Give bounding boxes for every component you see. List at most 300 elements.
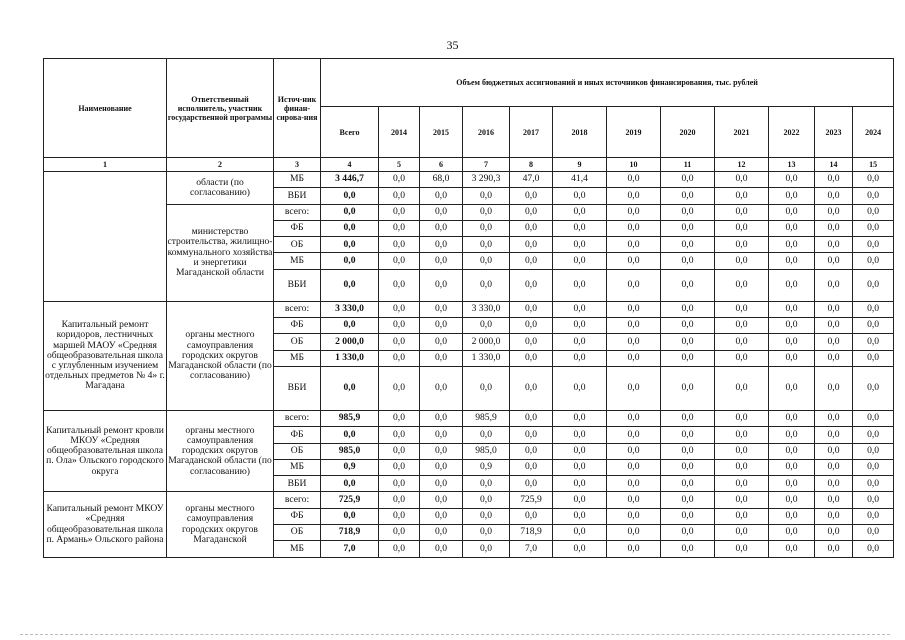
year-value: 0,0 xyxy=(607,301,661,317)
year-value: 0,0 xyxy=(420,269,463,301)
total-value: 0,0 xyxy=(321,366,379,410)
year-value: 0,0 xyxy=(715,237,769,253)
year-value: 41,4 xyxy=(553,172,607,188)
header-total: Всего xyxy=(321,107,379,158)
year-value: 0,0 xyxy=(510,253,553,269)
year-value: 0,0 xyxy=(420,492,463,508)
total-value: 0,0 xyxy=(321,188,379,204)
year-value: 0,0 xyxy=(463,541,510,557)
column-number: 9 xyxy=(553,158,607,172)
year-value: 0,0 xyxy=(853,525,894,541)
year-value: 0,0 xyxy=(815,253,853,269)
year-value: 0,0 xyxy=(853,366,894,410)
year-value: 0,0 xyxy=(607,541,661,557)
year-value: 0,0 xyxy=(379,172,420,188)
year-value: 0,0 xyxy=(510,237,553,253)
funding-source: ФБ xyxy=(274,427,321,443)
year-value: 0,0 xyxy=(510,188,553,204)
year-value: 0,0 xyxy=(815,204,853,220)
year-value: 985,0 xyxy=(463,443,510,459)
year-value: 0,0 xyxy=(379,476,420,492)
year-value: 0,0 xyxy=(769,204,815,220)
year-value: 0,0 xyxy=(553,237,607,253)
year-value: 0,0 xyxy=(661,443,715,459)
year-value: 0,0 xyxy=(661,459,715,475)
year-value: 0,0 xyxy=(661,269,715,301)
header-year: 2021 xyxy=(715,107,769,158)
year-value: 0,0 xyxy=(463,508,510,524)
year-value: 0,0 xyxy=(379,541,420,557)
year-value: 0,0 xyxy=(553,334,607,350)
funding-source: ОБ xyxy=(274,334,321,350)
column-number: 15 xyxy=(853,158,894,172)
column-number: 2 xyxy=(167,158,274,172)
year-value: 2 000,0 xyxy=(463,334,510,350)
year-value: 0,0 xyxy=(553,541,607,557)
year-value: 0,0 xyxy=(769,301,815,317)
header-year: 2014 xyxy=(379,107,420,158)
year-value: 0,0 xyxy=(715,318,769,334)
year-value: 0,0 xyxy=(853,427,894,443)
year-value: 0,0 xyxy=(815,350,853,366)
year-value: 0,0 xyxy=(715,427,769,443)
year-value: 0,0 xyxy=(715,443,769,459)
year-value: 0,0 xyxy=(607,334,661,350)
year-value: 0,0 xyxy=(510,366,553,410)
year-value: 0,0 xyxy=(463,269,510,301)
year-value: 0,0 xyxy=(815,318,853,334)
year-value: 0,0 xyxy=(661,427,715,443)
year-value: 0,0 xyxy=(607,350,661,366)
year-value: 0,0 xyxy=(769,459,815,475)
year-value: 0,0 xyxy=(463,204,510,220)
year-value: 0,0 xyxy=(553,301,607,317)
funding-source: всего: xyxy=(274,410,321,426)
year-value: 0,0 xyxy=(769,492,815,508)
page-edge xyxy=(20,634,890,637)
year-value: 0,0 xyxy=(769,334,815,350)
total-value: 985,0 xyxy=(321,443,379,459)
year-value: 0,0 xyxy=(607,366,661,410)
year-value: 0,0 xyxy=(607,188,661,204)
funding-source: ОБ xyxy=(274,443,321,459)
year-value: 0,0 xyxy=(715,410,769,426)
year-value: 0,0 xyxy=(463,366,510,410)
table-row xyxy=(44,204,894,220)
year-value: 0,0 xyxy=(420,366,463,410)
year-value: 0,0 xyxy=(463,476,510,492)
year-value: 0,0 xyxy=(379,334,420,350)
year-value: 0,0 xyxy=(420,301,463,317)
year-value: 0,9 xyxy=(463,459,510,475)
table-row xyxy=(44,492,894,508)
year-value: 0,0 xyxy=(379,253,420,269)
year-value: 0,0 xyxy=(607,508,661,524)
year-value: 1 330,0 xyxy=(463,350,510,366)
year-value: 0,0 xyxy=(715,541,769,557)
year-value: 0,0 xyxy=(815,508,853,524)
total-value: 3 446,7 xyxy=(321,172,379,188)
year-value: 0,0 xyxy=(607,253,661,269)
funding-source: всего: xyxy=(274,301,321,317)
funding-source: МБ xyxy=(274,172,321,188)
year-value: 0,0 xyxy=(510,318,553,334)
year-value: 0,0 xyxy=(420,459,463,475)
year-value: 725,9 xyxy=(510,492,553,508)
year-value: 0,0 xyxy=(510,334,553,350)
header-year: 2024 xyxy=(853,107,894,158)
year-value: 0,0 xyxy=(607,172,661,188)
year-value: 718,9 xyxy=(510,525,553,541)
year-value: 0,0 xyxy=(715,269,769,301)
year-value: 0,0 xyxy=(553,318,607,334)
year-value: 0,0 xyxy=(379,237,420,253)
year-value: 7,0 xyxy=(510,541,553,557)
year-value: 0,0 xyxy=(661,237,715,253)
year-value: 0,0 xyxy=(661,172,715,188)
year-value: 0,0 xyxy=(769,410,815,426)
year-value: 0,0 xyxy=(553,443,607,459)
table-row xyxy=(44,172,894,188)
column-number: 11 xyxy=(661,158,715,172)
header-executor: Ответственный исполнитель, участник государственной программы xyxy=(167,59,274,158)
year-value: 0,0 xyxy=(607,220,661,236)
year-value: 0,0 xyxy=(420,188,463,204)
total-value: 0,0 xyxy=(321,508,379,524)
year-value: 0,0 xyxy=(815,492,853,508)
year-value: 0,0 xyxy=(815,427,853,443)
funding-source: МБ xyxy=(274,350,321,366)
year-value: 0,0 xyxy=(853,476,894,492)
year-value: 0,0 xyxy=(379,350,420,366)
year-value: 0,0 xyxy=(607,318,661,334)
total-value: 7,0 xyxy=(321,541,379,557)
column-number-row xyxy=(44,158,894,172)
year-value: 0,0 xyxy=(769,350,815,366)
year-value: 0,0 xyxy=(715,204,769,220)
year-value: 0,0 xyxy=(853,508,894,524)
year-value: 0,0 xyxy=(510,443,553,459)
year-value: 0,0 xyxy=(815,269,853,301)
year-value: 0,0 xyxy=(379,220,420,236)
year-value: 0,0 xyxy=(815,459,853,475)
funding-source: ОБ xyxy=(274,237,321,253)
year-value: 0,0 xyxy=(661,334,715,350)
year-value: 0,0 xyxy=(463,237,510,253)
year-value: 0,0 xyxy=(607,476,661,492)
year-value: 0,0 xyxy=(510,350,553,366)
column-number: 13 xyxy=(769,158,815,172)
year-value: 0,0 xyxy=(769,237,815,253)
year-value: 0,0 xyxy=(661,525,715,541)
header-year: 2019 xyxy=(607,107,661,158)
year-value: 0,0 xyxy=(815,301,853,317)
year-value: 0,0 xyxy=(661,253,715,269)
year-value: 0,0 xyxy=(379,459,420,475)
year-value: 0,0 xyxy=(553,366,607,410)
year-value: 0,0 xyxy=(420,541,463,557)
year-value: 0,0 xyxy=(553,508,607,524)
year-value: 0,0 xyxy=(715,525,769,541)
total-value: 0,0 xyxy=(321,318,379,334)
funding-source: ВБИ xyxy=(274,188,321,204)
year-value: 0,0 xyxy=(853,541,894,557)
year-value: 0,0 xyxy=(853,318,894,334)
year-value: 0,0 xyxy=(553,410,607,426)
total-value: 725,9 xyxy=(321,492,379,508)
funding-source: ОБ xyxy=(274,525,321,541)
year-value: 0,0 xyxy=(853,204,894,220)
year-value: 0,0 xyxy=(853,172,894,188)
executor-cell: министерство строительства, жилищно-коммунального хозяйства и энергетики Магаданской области xyxy=(167,204,274,301)
year-value: 0,0 xyxy=(661,220,715,236)
column-number: 12 xyxy=(715,158,769,172)
total-value: 985,9 xyxy=(321,410,379,426)
year-value: 0,0 xyxy=(815,541,853,557)
year-value: 0,0 xyxy=(853,492,894,508)
year-value: 0,0 xyxy=(815,525,853,541)
year-value: 0,0 xyxy=(510,427,553,443)
column-number: 4 xyxy=(321,158,379,172)
year-value: 0,0 xyxy=(463,427,510,443)
year-value: 0,0 xyxy=(815,366,853,410)
header-year: 2017 xyxy=(510,107,553,158)
year-value: 0,0 xyxy=(853,269,894,301)
year-value: 0,0 xyxy=(715,334,769,350)
year-value: 0,0 xyxy=(463,188,510,204)
funding-source: МБ xyxy=(274,541,321,557)
year-value: 0,0 xyxy=(510,301,553,317)
year-value: 0,0 xyxy=(379,443,420,459)
header-name: Наименование xyxy=(44,59,167,158)
year-value: 0,0 xyxy=(815,334,853,350)
page-number: 35 xyxy=(446,38,459,52)
year-value: 0,0 xyxy=(379,204,420,220)
total-value: 718,9 xyxy=(321,525,379,541)
total-value: 3 330,0 xyxy=(321,301,379,317)
header-source: Источ-ник финан-сирова-ния xyxy=(274,59,321,158)
year-value: 0,0 xyxy=(379,427,420,443)
year-value: 0,0 xyxy=(815,220,853,236)
year-value: 0,0 xyxy=(607,237,661,253)
year-value: 0,0 xyxy=(769,427,815,443)
table-row xyxy=(44,301,894,317)
funding-source: ВБИ xyxy=(274,366,321,410)
year-value: 0,0 xyxy=(769,525,815,541)
year-value: 0,0 xyxy=(420,443,463,459)
total-value: 0,0 xyxy=(321,204,379,220)
year-value: 0,0 xyxy=(510,476,553,492)
year-value: 3 330,0 xyxy=(463,301,510,317)
column-number: 5 xyxy=(379,158,420,172)
name-cell: Капитальный ремонт кровли МКОУ «Средняя общеобразовательная школа п. Ола» Ольского городского округа xyxy=(44,410,167,491)
year-value: 0,0 xyxy=(510,269,553,301)
column-number: 6 xyxy=(420,158,463,172)
year-value: 0,0 xyxy=(553,525,607,541)
year-value: 0,0 xyxy=(420,334,463,350)
year-value: 0,0 xyxy=(510,410,553,426)
funding-source: ФБ xyxy=(274,318,321,334)
year-value: 0,0 xyxy=(379,366,420,410)
year-value: 0,0 xyxy=(769,508,815,524)
year-value: 0,0 xyxy=(379,188,420,204)
year-value: 985,9 xyxy=(463,410,510,426)
header-year: 2022 xyxy=(769,107,815,158)
year-value: 0,0 xyxy=(769,541,815,557)
executor-cell: органы местного самоуправления городских округов Магаданской области (по согласованию) xyxy=(167,410,274,491)
year-value: 0,0 xyxy=(815,443,853,459)
year-value: 0,0 xyxy=(661,318,715,334)
year-value: 0,0 xyxy=(853,410,894,426)
total-value: 0,0 xyxy=(321,253,379,269)
year-value: 0,0 xyxy=(853,350,894,366)
year-value: 0,0 xyxy=(607,525,661,541)
year-value: 0,0 xyxy=(510,220,553,236)
total-value: 0,0 xyxy=(321,427,379,443)
year-value: 0,0 xyxy=(853,188,894,204)
year-value: 0,0 xyxy=(815,476,853,492)
header-year: 2023 xyxy=(815,107,853,158)
column-number: 7 xyxy=(463,158,510,172)
executor-cell: области (по согласованию) xyxy=(167,172,274,205)
year-value: 0,0 xyxy=(715,301,769,317)
year-value: 0,0 xyxy=(769,172,815,188)
table-row xyxy=(44,410,894,426)
year-value: 0,0 xyxy=(661,350,715,366)
funding-source: МБ xyxy=(274,459,321,475)
executor-cell: органы местного самоуправления городских округов Магаданской xyxy=(167,492,274,557)
year-value: 0,0 xyxy=(769,253,815,269)
year-value: 0,0 xyxy=(769,476,815,492)
year-value: 0,0 xyxy=(607,427,661,443)
year-value: 0,0 xyxy=(420,204,463,220)
year-value: 0,0 xyxy=(420,253,463,269)
total-value: 2 000,0 xyxy=(321,334,379,350)
year-value: 0,0 xyxy=(607,269,661,301)
header-year: 2018 xyxy=(553,107,607,158)
year-value: 0,0 xyxy=(853,334,894,350)
column-number: 8 xyxy=(510,158,553,172)
total-value: 0,0 xyxy=(321,237,379,253)
column-number: 3 xyxy=(274,158,321,172)
year-value: 0,0 xyxy=(769,366,815,410)
year-value: 0,0 xyxy=(815,410,853,426)
year-value: 0,0 xyxy=(463,492,510,508)
column-number: 14 xyxy=(815,158,853,172)
funding-source: ВБИ xyxy=(274,476,321,492)
executor-cell: органы местного самоуправления городских округов Магаданской области (по согласованию) xyxy=(167,301,274,410)
year-value: 0,0 xyxy=(661,541,715,557)
year-value: 3 290,3 xyxy=(463,172,510,188)
year-value: 0,0 xyxy=(510,459,553,475)
year-value: 0,0 xyxy=(553,204,607,220)
year-value: 0,0 xyxy=(769,318,815,334)
funding-source: всего: xyxy=(274,204,321,220)
total-value: 0,0 xyxy=(321,269,379,301)
year-value: 0,0 xyxy=(379,525,420,541)
year-value: 0,0 xyxy=(607,204,661,220)
year-value: 0,0 xyxy=(715,366,769,410)
year-value: 0,0 xyxy=(607,492,661,508)
year-value: 0,0 xyxy=(379,301,420,317)
year-value: 0,0 xyxy=(661,204,715,220)
year-value: 0,0 xyxy=(715,188,769,204)
column-number: 1 xyxy=(44,158,167,172)
year-value: 68,0 xyxy=(420,172,463,188)
year-value: 0,0 xyxy=(853,220,894,236)
year-value: 0,0 xyxy=(853,443,894,459)
year-value: 0,0 xyxy=(607,459,661,475)
year-value: 0,0 xyxy=(510,508,553,524)
year-value: 0,0 xyxy=(661,301,715,317)
funding-source: ФБ xyxy=(274,508,321,524)
budget-table xyxy=(43,58,894,558)
year-value: 47,0 xyxy=(510,172,553,188)
funding-source: ВБИ xyxy=(274,269,321,301)
year-value: 0,0 xyxy=(607,443,661,459)
funding-source: ФБ xyxy=(274,220,321,236)
year-value: 0,0 xyxy=(463,525,510,541)
year-value: 0,0 xyxy=(769,220,815,236)
year-value: 0,0 xyxy=(379,410,420,426)
year-value: 0,0 xyxy=(420,525,463,541)
year-value: 0,0 xyxy=(715,459,769,475)
year-value: 0,0 xyxy=(715,220,769,236)
year-value: 0,0 xyxy=(553,188,607,204)
year-value: 0,0 xyxy=(553,427,607,443)
year-value: 0,0 xyxy=(815,188,853,204)
header-volume: Объем бюджетных ассигнований и иных источников финансирования, тыс. рублей xyxy=(321,59,894,107)
year-value: 0,0 xyxy=(607,410,661,426)
year-value: 0,0 xyxy=(553,492,607,508)
header-year: 2020 xyxy=(661,107,715,158)
year-value: 0,0 xyxy=(379,318,420,334)
year-value: 0,0 xyxy=(853,301,894,317)
year-value: 0,0 xyxy=(463,318,510,334)
year-value: 0,0 xyxy=(715,492,769,508)
year-value: 0,0 xyxy=(379,269,420,301)
year-value: 0,0 xyxy=(379,492,420,508)
total-value: 1 330,0 xyxy=(321,350,379,366)
year-value: 0,0 xyxy=(661,188,715,204)
year-value: 0,0 xyxy=(553,253,607,269)
year-value: 0,0 xyxy=(769,188,815,204)
name-cell: Капитальный ремонт коридоров, лестничных маршей МАОУ «Средняя общеобразовательная школа с углубленным изучением отдельных предметов № 4» г. Магадана xyxy=(44,301,167,410)
total-value: 0,0 xyxy=(321,220,379,236)
year-value: 0,0 xyxy=(420,427,463,443)
year-value: 0,0 xyxy=(661,508,715,524)
year-value: 0,0 xyxy=(715,476,769,492)
year-value: 0,0 xyxy=(420,476,463,492)
year-value: 0,0 xyxy=(463,220,510,236)
name-cell: Капитальный ремонт МКОУ «Средняя общеобразовательная школа п. Армань» Ольского района xyxy=(44,492,167,557)
year-value: 0,0 xyxy=(715,508,769,524)
year-value: 0,0 xyxy=(715,172,769,188)
year-value: 0,0 xyxy=(420,220,463,236)
year-value: 0,0 xyxy=(553,476,607,492)
year-value: 0,0 xyxy=(510,204,553,220)
year-value: 0,0 xyxy=(553,459,607,475)
year-value: 0,0 xyxy=(420,350,463,366)
year-value: 0,0 xyxy=(553,269,607,301)
funding-source: всего: xyxy=(274,492,321,508)
year-value: 0,0 xyxy=(661,476,715,492)
year-value: 0,0 xyxy=(853,237,894,253)
year-value: 0,0 xyxy=(553,220,607,236)
total-value: 0,0 xyxy=(321,476,379,492)
header-year: 2015 xyxy=(420,107,463,158)
year-value: 0,0 xyxy=(661,366,715,410)
